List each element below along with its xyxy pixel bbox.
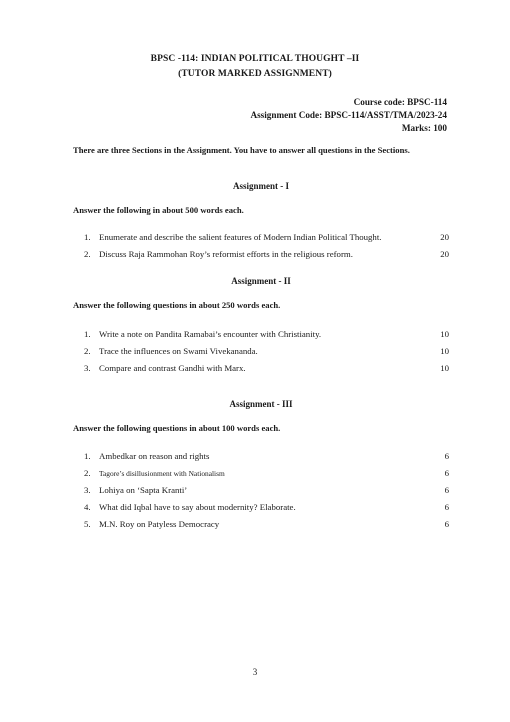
question-text: Tagore’s disillusionment with Nationalism (99, 469, 225, 478)
question-number: 3. (84, 485, 91, 495)
question-marks: 10 (440, 363, 449, 373)
page-number: 3 (252, 667, 258, 677)
question-list (73, 326, 449, 377)
question-number: 5. (84, 519, 91, 529)
question-item (73, 516, 449, 533)
document-title: BPSC -114: INDIAN POLITICAL THOUGHT –II (150, 54, 360, 64)
question-number: 1. (84, 232, 91, 242)
question-item (73, 448, 449, 465)
question-marks: 6 (444, 519, 449, 529)
question-number: 3. (84, 363, 91, 373)
question-text: Write a note on Pandita Ramabai’s encounter with Christianity. (99, 329, 322, 339)
question-text: Compare and contrast Gandhi with Marx. (99, 363, 246, 373)
question-marks: 20 (440, 232, 449, 242)
section-assignment-3 (73, 399, 449, 533)
section-heading: Assignment - I (232, 181, 289, 191)
question-item (73, 499, 449, 516)
question-text: Ambedkar on reason and rights (99, 451, 210, 461)
question-marks: 6 (444, 451, 449, 461)
question-marks: 6 (444, 468, 449, 478)
question-number: 2. (84, 468, 91, 478)
question-marks: 6 (444, 485, 449, 495)
question-item (73, 465, 449, 482)
question-text: What did Iqbal have to say about modernity? Elaborate. (99, 502, 296, 512)
question-item (73, 326, 449, 343)
question-item (73, 482, 449, 499)
question-number: 1. (84, 451, 91, 461)
section-instruction: Answer the following questions in about 250 words each. (73, 300, 281, 310)
question-text: Discuss Raja Rammohan Roy’s reformist efforts in the religious reform. (99, 249, 353, 259)
question-marks: 20 (440, 249, 449, 259)
question-text: M.N. Roy on Patyless Democracy (99, 519, 220, 529)
section-heading: Assignment - II (231, 276, 291, 286)
question-marks: 6 (444, 502, 449, 512)
section-assignment-2 (73, 276, 449, 377)
question-marks: 10 (440, 329, 449, 339)
question-text: Lohiya on ‘Sapta Kranti’ (99, 485, 188, 495)
section-instruction: Answer the following questions in about 100 words each. (73, 423, 281, 433)
section-assignment-1 (73, 181, 449, 263)
section-heading: Assignment - III (229, 399, 293, 409)
general-instructions: There are three Sections in the Assignment. You have to answer all questions in the Sections. (73, 145, 410, 155)
question-list (73, 448, 449, 533)
question-item (73, 343, 449, 360)
assignment-code: Assignment Code: BPSC-114/ASST/TMA/2023-24 (250, 110, 447, 120)
question-item (73, 229, 449, 246)
question-item (73, 360, 449, 377)
question-number: 1. (84, 329, 91, 339)
question-item (73, 246, 449, 263)
document-subtitle: (TUTOR MARKED ASSIGNMENT) (178, 69, 332, 79)
course-code: Course code: BPSC-114 (353, 97, 447, 107)
total-marks: Marks: 100 (401, 123, 447, 133)
question-number: 2. (84, 346, 91, 356)
question-text: Trace the influences on Swami Vivekananda. (99, 346, 258, 356)
question-list (73, 229, 449, 263)
question-marks: 10 (440, 346, 449, 356)
section-instruction: Answer the following in about 500 words each. (73, 205, 244, 215)
question-number: 2. (84, 249, 91, 259)
question-text: Enumerate and describe the salient features of Modern Indian Political Thought. (99, 232, 382, 242)
question-number: 4. (84, 502, 91, 512)
